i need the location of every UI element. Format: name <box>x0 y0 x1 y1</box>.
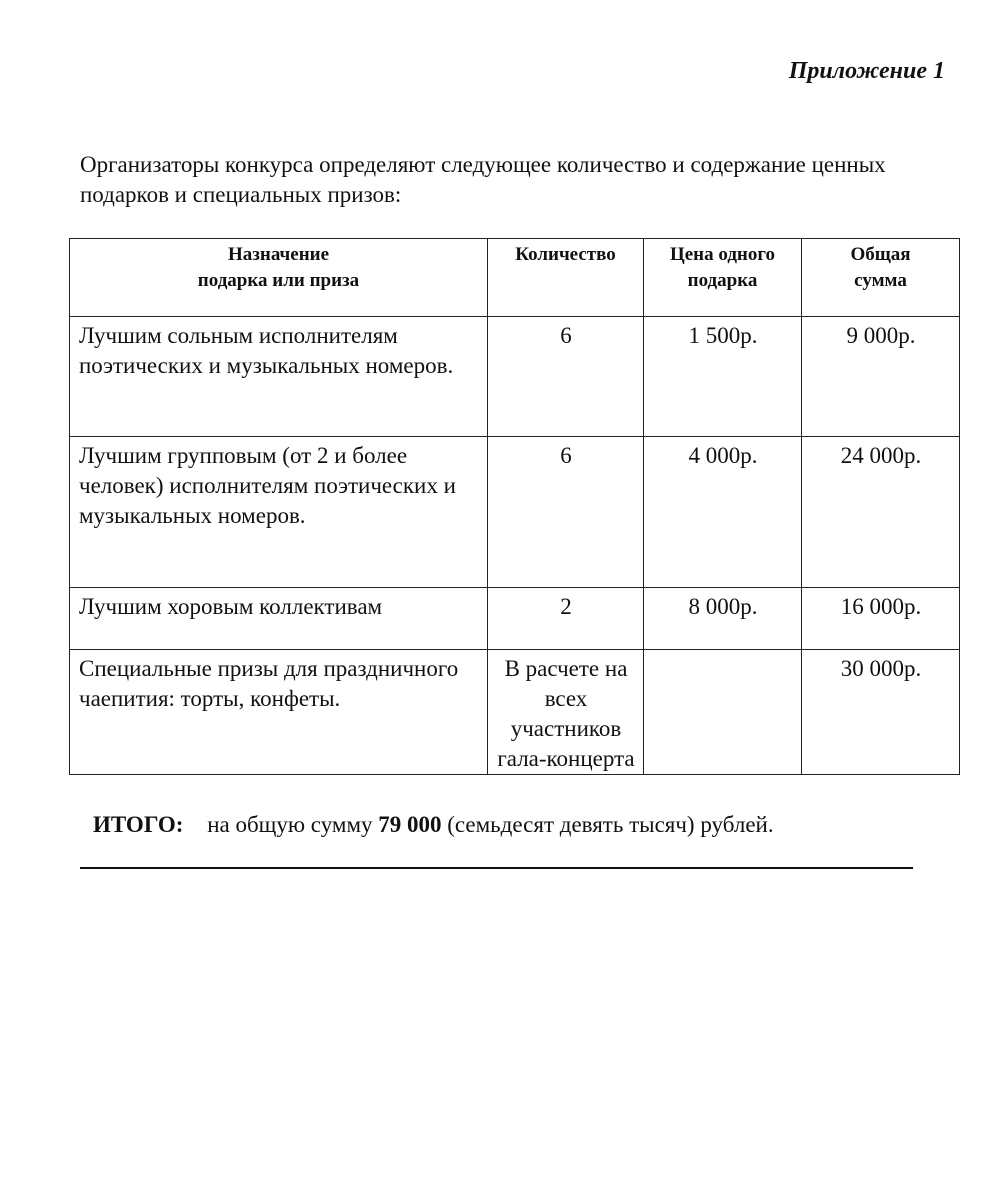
table-row <box>70 317 960 437</box>
total-text-after: (семьдесят девять тысяч) рублей. <box>447 812 774 837</box>
header-total <box>802 239 960 317</box>
header-total-line2: сумма <box>854 270 907 291</box>
row-quantity: В расчете на всех участников гала-концерта <box>488 650 644 775</box>
total-amount: 79 000 <box>378 812 442 837</box>
row-price: 4 000р. <box>644 437 802 588</box>
row-purpose: Лучшим сольным исполнителям поэтических и музыкальных номеров. <box>70 317 488 437</box>
row-price: 1 500р. <box>644 317 802 437</box>
table-row <box>70 650 960 775</box>
row-purpose: Специальные призы для праздничного чаепития: торты, конфеты. <box>70 650 488 775</box>
header-price-line2: подарка <box>687 270 758 291</box>
row-price <box>644 650 802 775</box>
row-total: 24 000р. <box>802 437 960 588</box>
header-price <box>644 239 802 317</box>
header-total-line1: Общая <box>850 244 911 265</box>
header-purpose-line2: подарка или приза <box>197 270 360 291</box>
header-price-line1: Цена одного <box>669 244 776 265</box>
row-quantity: 6 <box>488 437 644 588</box>
table-row <box>70 437 960 588</box>
header-purpose <box>70 239 488 317</box>
total-label: ИТОГО: <box>93 812 184 837</box>
row-quantity: 2 <box>488 588 644 650</box>
table-header-row <box>70 239 960 317</box>
header-purpose-line1: Назначение <box>227 244 330 265</box>
appendix-label: Приложение 1 <box>788 58 945 84</box>
header-quantity: Количество <box>488 239 644 317</box>
total-summary <box>93 812 774 838</box>
intro-paragraph: Организаторы конкурса определяют следующее количество и содержание ценных подарков и специальных призов: <box>80 152 886 207</box>
row-price: 8 000р. <box>644 588 802 650</box>
row-total: 30 000р. <box>802 650 960 775</box>
signature-rule <box>80 867 913 869</box>
row-purpose: Лучшим хоровым коллективам <box>70 588 488 650</box>
row-purpose: Лучшим групповым (от 2 и более человек) исполнителям поэтических и музыкальных номеров. <box>70 437 488 588</box>
prizes-table <box>69 238 960 775</box>
table-row <box>70 588 960 650</box>
row-total: 16 000р. <box>802 588 960 650</box>
row-quantity: 6 <box>488 317 644 437</box>
row-total: 9 000р. <box>802 317 960 437</box>
total-text-before: на общую сумму <box>207 812 373 837</box>
